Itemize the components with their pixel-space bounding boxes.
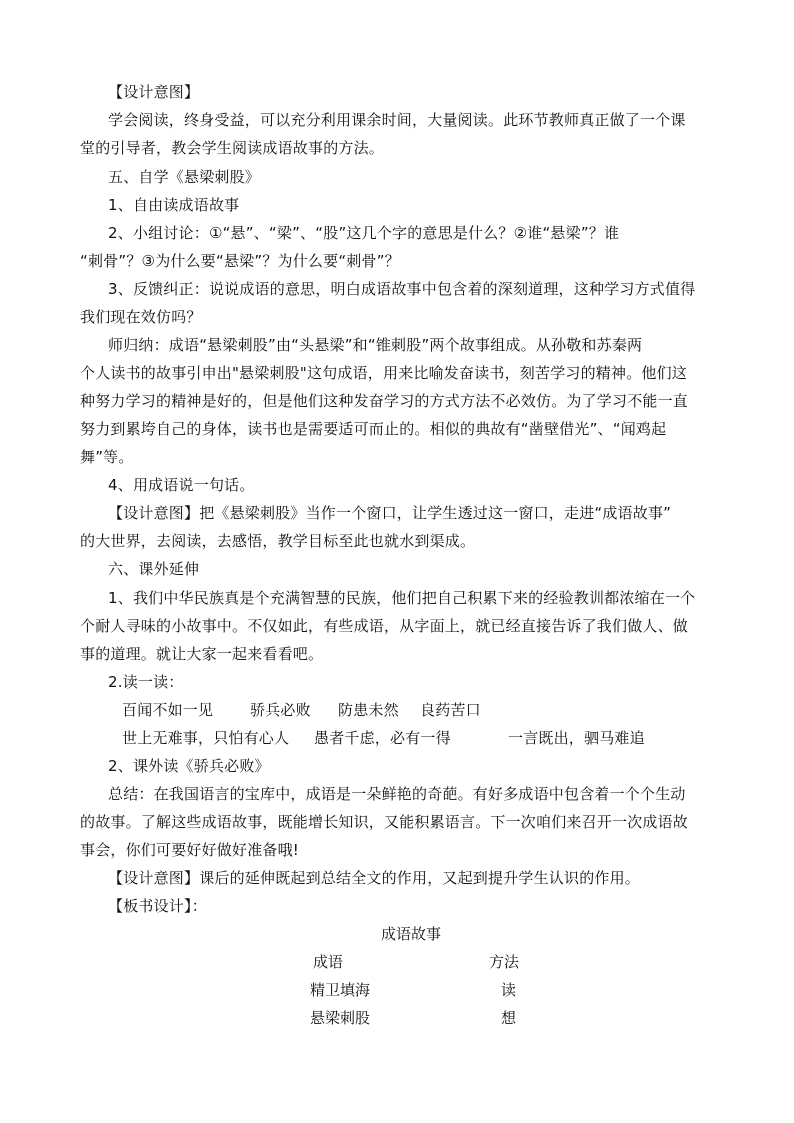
list-item: 1、我们中华民族真是个充满智慧的民族，他们把自己积累下来的经验教训都浓缩在一个 [108,589,696,607]
list-item: 4、用成语说一句话。 [108,476,255,494]
idiom-row [122,728,645,748]
idiom-item: 世上无难事，只怕有心人 [122,729,290,747]
paragraph-line: 师归纳：成语“悬梁刺股”由“头悬梁”和“锥刺股”两个故事组成。从孙敬和苏秦两 [108,336,643,354]
paragraph-line: 事的道理。就让大家一起来看看吧。 [80,645,324,663]
idiom-item: 一言既出，驷马难追 [508,729,645,747]
board-method: 想 [501,1009,517,1027]
paragraph-line: 个耐人寻味的小故事中。不仅如此，有些成语，从字面上，就已经直接告诉了我们做人、做 [80,617,689,635]
list-item: 2、小组讨论：①“悬”、“梁”、“股”这几个字的意思是什么？②谁“悬梁”？谁 [108,224,620,242]
paragraph-line: 【设计意图】课后的延伸既起到总结全文的作用，又起到提升学生认识的作用。 [108,869,641,887]
list-item: 2.读一读： [108,673,184,691]
paragraph-line: 总结：在我国语言的宝库中，成语是一朵鲜艳的奇葩。有好多成语中包含着一个个生动 [108,785,686,803]
paragraph-line: 个人读书的故事引申出"悬梁刺股"这句成语，用来比喻发奋读书，刻苦学习的精神。他们这 [80,364,688,382]
list-item: 3、反馈纠正：说说成语的意思，明白成语故事中包含着的深刻道理，这种学习方式值得 [108,280,696,298]
paragraph-line: 的大世界，去阅读，去感悟，教学目标至此也就水到渠成。 [80,532,476,550]
paragraph-line: “刺骨”？③为什么要“悬梁”？为什么要“刺骨”？ [80,252,400,270]
board-title: 成语故事 [381,925,442,943]
idiom-row [122,700,481,720]
idiom-item: 骄兵必败 [250,701,311,719]
idiom-item: 愚者千虑，必有一得 [314,729,451,747]
board-col2-header: 方法 [489,953,520,971]
paragraph-line: 的故事。了解这些成语故事，既能增长知识，又能积累语言。下一次咱们来召开一次成语故 [80,813,689,831]
paragraph-line: 种努力学习的精神是好的，但是他们这种发奋学习的方式方法不必效仿。为了学习不能一直 [80,392,689,410]
section-heading-five: 五、自学《悬梁刺股》 [108,168,261,186]
list-item: 2、课外读《骄兵必败》 [108,757,270,775]
board-idiom: 精卫填海 [310,981,371,999]
board-col1-header: 成语 [313,953,344,971]
idiom-item: 良药苦口 [420,701,481,719]
paragraph-line: 学会阅读，终身受益，可以充分利用课余时间，大量阅读。此环节教师真正做了一个课 [108,111,686,129]
paragraph-line: 我们现在效仿吗？ [80,308,202,326]
section-heading-board-design: 【板书设计】： [108,897,207,915]
paragraph-line: 【设计意图】把《悬梁刺股》当作一个窗口，让学生透过这一窗口，走进“成语故事” [108,504,672,522]
paragraph-line: 努力到累垮自己的身体，读书也是需要适可而止的。相似的典故有“凿壁借光”、“闻鸡起 [80,420,667,438]
section-heading-design-intent: 【设计意图】 [108,83,200,101]
idiom-item: 防患未然 [338,701,399,719]
paragraph-line: 事会，你们可要好好做好准备哦! [80,841,300,859]
paragraph-line: 堂的引导者，教会学生阅读成语故事的方法。 [80,139,385,157]
board-method: 读 [501,981,517,999]
paragraph-line: 舞”等。 [80,448,134,466]
board-idiom: 悬梁刺股 [310,1009,371,1027]
list-item: 1、自由读成语故事 [108,196,240,214]
section-heading-six: 六、课外延伸 [108,560,200,578]
idiom-item: 百闻不如一见 [122,701,214,719]
